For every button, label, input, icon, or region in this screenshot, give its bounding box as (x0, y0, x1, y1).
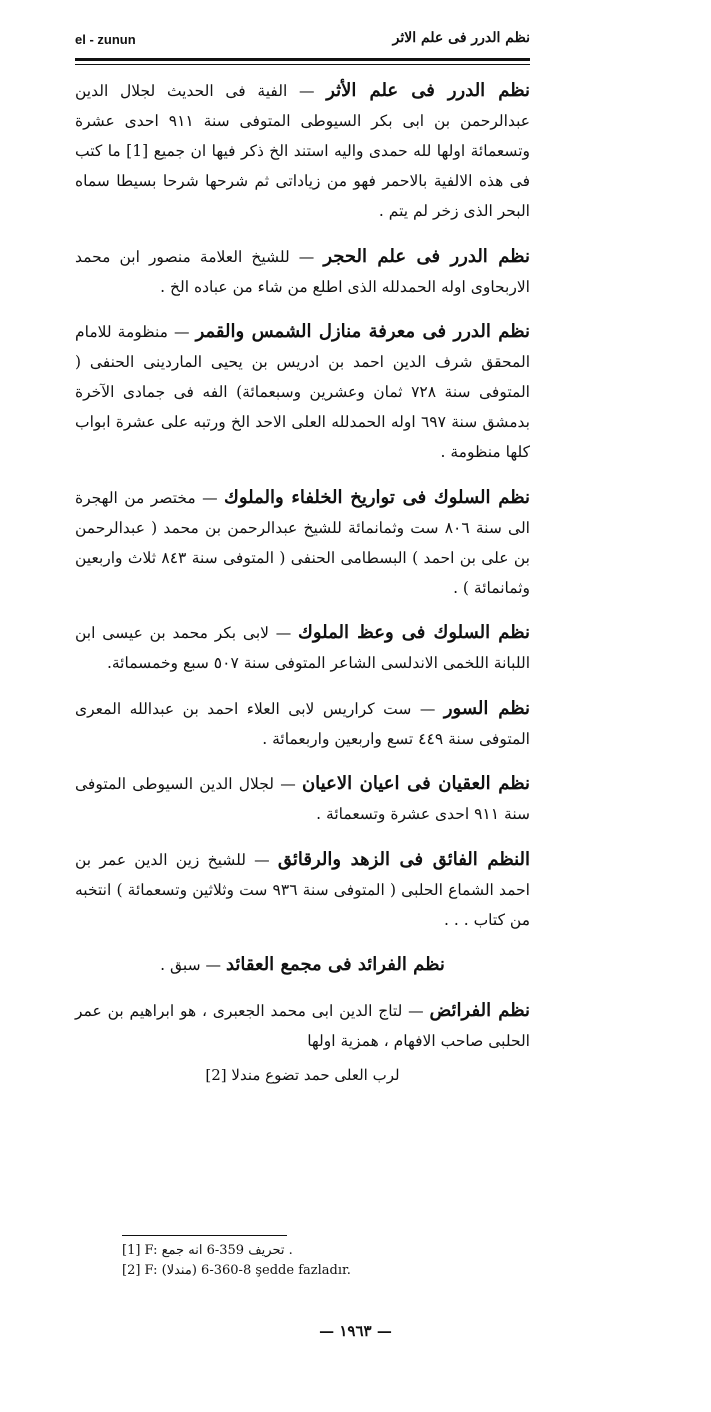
entry-body: للشيخ زين الدين عمر بن احمد الشماع الحلبى ( المتوفى سنة ٩٣٦ ست وثلاثين وتسعمائة ) انتخبه من كتاب . . . (75, 850, 530, 929)
footnotes (122, 1241, 522, 1281)
entry-title: نظم الفرائد فى مجمع العقائد (225, 954, 445, 975)
entry-body: للشيخ العلامة منصور ابن محمد الاربحاوى اوله الحمدلله الذى اطلع من شاء من عباده الخ . (75, 247, 530, 296)
page-header (75, 26, 530, 66)
entry-title: النظم الفائق فى الزهد والرقائق (277, 848, 530, 870)
entry-body: ست كراريس لابى العلاء احمد بن عبدالله المعرى المتوفى سنة ٤٤٩ تسع واربعين واربعمائة . (75, 699, 530, 748)
entry: نظم العقيان فى اعيان الاعيان — لجلال الدين السيوطى المتوفى سنة ٩١١ احدى عشرة وتسعمائة . (75, 773, 530, 823)
entry-body: لجلال الدين السيوطى المتوفى سنة ٩١١ احدى عشرة وتسعمائة . (75, 775, 530, 823)
verse-line: لرب العلى حمد تضوع مندلا [2] (205, 1065, 400, 1084)
entry-title: نظم السور (443, 697, 530, 719)
entry-title: نظم الدرر فى معرفة منازل الشمس والقمر (195, 321, 530, 342)
entry-body: الفية فى الحديث لجلال الدين عبدالرحمن بن ابى بكر السيوطى المتوفى سنة ٩١١ احدى عشرة وتسعمائة اولها لله حمدى واليه استند الخ ذكر فيها ان جميع [1] ما كتب فى هذه الالفية بالاحمر فهو من زياداتى ثم شرحها شرحا بسيطا سماه البحر الذى زخر لم يتم . (75, 82, 531, 220)
entry-body: لابى بكر محمد بن عيسى ابن اللبانة اللخمى الاندلسى الشاعر المتوفى سنة ٥٠٧ سبع وخمسمائة. (75, 624, 530, 672)
header-rule-thick (75, 58, 530, 61)
entry: نظم الفرائض — لتاج الدين ابى محمد الجعبرى ، هو ابراهيم بن عمر الحلبى صاحب الافهام ، همزية اولها (75, 999, 530, 1050)
entry: نظم الدرر فى علم الحجر — للشيخ العلامة منصور ابن محمد الاربحاوى اوله الحمدلله الذى اطلع من شاء من عباده الخ . (75, 245, 530, 296)
entry-title: نظم السلوك فى وعظ الملوك (298, 622, 530, 643)
header-rule-thin (75, 64, 530, 65)
entry-title: نظم السلوك فى تواريخ الخلفاء والملوك (223, 486, 530, 508)
entry: نظم السلوك فى تواريخ الخلفاء والملوك — مختصر من الهجرة الى سنة ٨٠٦ ست وثمانمائة للشيخ عبدالرحمن بن محمد ( عبدالرحمن بن على بن احمد ) البسطامى الحنفى ( المتوفى سنة ٨٤٣ ثلاث واربعين وثمانمائة ) . (75, 486, 530, 597)
entry: نظم الدرر فى علم الأثر — الفية فى الحديث لجلال الدين عبدالرحمن بن ابى بكر السيوطى المتوفى سنة ٩١١ احدى عشرة وتسعمائة اولها لله حمدى واليه استند الخ ذكر فيها ان جميع [1] ما كتب فى هذه الالفية بالاحمر فهو من زياداتى ثم شرحها شرحا بسيطا سماه البحر الذى زخر لم يتم . (75, 80, 531, 220)
entry: نظم السور — ست كراريس لابى العلاء احمد بن عبدالله المعرى المتوفى سنة ٤٤٩ تسع واربعين واربعمائة . (75, 697, 530, 748)
header-left-label: el - zunun (75, 32, 136, 47)
entry: النظم الفائق فى الزهد والرقائق — للشيخ زين الدين عمر بن احمد الشماع الحلبى ( المتوفى سنة ٩٣٦ ست وثلاثين وتسعمائة ) انتخبه من كتاب . . . (75, 848, 530, 929)
entry-title: نظم الدرر فى علم الأثر (326, 80, 530, 101)
page-number: — ١٩٦٣ — (319, 1322, 392, 1340)
entry-body: منظومة للامام المحقق شرف الدين احمد بن ادريس بن يحيى الماردينى الحنفى ( المتوفى سنة ٧٢٨ ثمان وعشرين وسبعمائة) الفه فى جمادى الآخرة بدمشق سنة ٦٩٧ اوله الحمدلله العلى الاحد الخ ورتبه على عشرة ابواب كلها منظومة . (75, 323, 530, 461)
header-right-title: نظم الدرر فى علم الاثر (392, 30, 530, 46)
footnote-2: [2] F: (مندلا) 8-360-6 şedde fazladır. (122, 1263, 351, 1278)
entry-body: لتاج الدين ابى محمد الجعبرى ، هو ابراهيم بن عمر الحلبى صاحب الافهام ، همزية اولها (75, 1001, 530, 1050)
entry: نظم الفرائد فى مجمع العقائد — سبق . (160, 954, 445, 975)
footnote-1: [1] F: تحريف 359-6 انه جمع . (122, 1243, 293, 1258)
entry-title: نظم العقيان فى اعيان الاعيان (301, 773, 530, 794)
entry-body: مختصر من الهجرة الى سنة ٨٠٦ ست وثمانمائة للشيخ عبدالرحمن بن محمد ( عبدالرحمن بن على بن احمد ) البسطامى الحنفى ( المتوفى سنة ٨٤٣ ثلاث واربعين وثمانمائة ) . (75, 488, 530, 597)
entry: نظم الدرر فى معرفة منازل الشمس والقمر — منظومة للامام المحقق شرف الدين احمد بن ادريس بن يحيى الماردينى الحنفى ( المتوفى سنة ٧٢٨ ثمان وعشرين وسبعمائة) الفه فى جمادى الآخرة بدمشق سنة ٦٩٧ اوله الحمدلله العلى الاحد الخ ورتبه على عشرة ابواب كلها منظومة . (75, 321, 530, 461)
footnote-rule (122, 1235, 287, 1236)
entry-title: نظم الدرر فى علم الحجر (323, 245, 530, 267)
entry: نظم السلوك فى وعظ الملوك — لابى بكر محمد بن عيسى ابن اللبانة اللخمى الاندلسى الشاعر المتوفى سنة ٥٠٧ سبع وخمسمائة. (75, 622, 530, 672)
entry-body: سبق . (160, 956, 201, 974)
main-text (75, 76, 530, 1090)
entry-title: نظم الفرائض (429, 999, 530, 1021)
